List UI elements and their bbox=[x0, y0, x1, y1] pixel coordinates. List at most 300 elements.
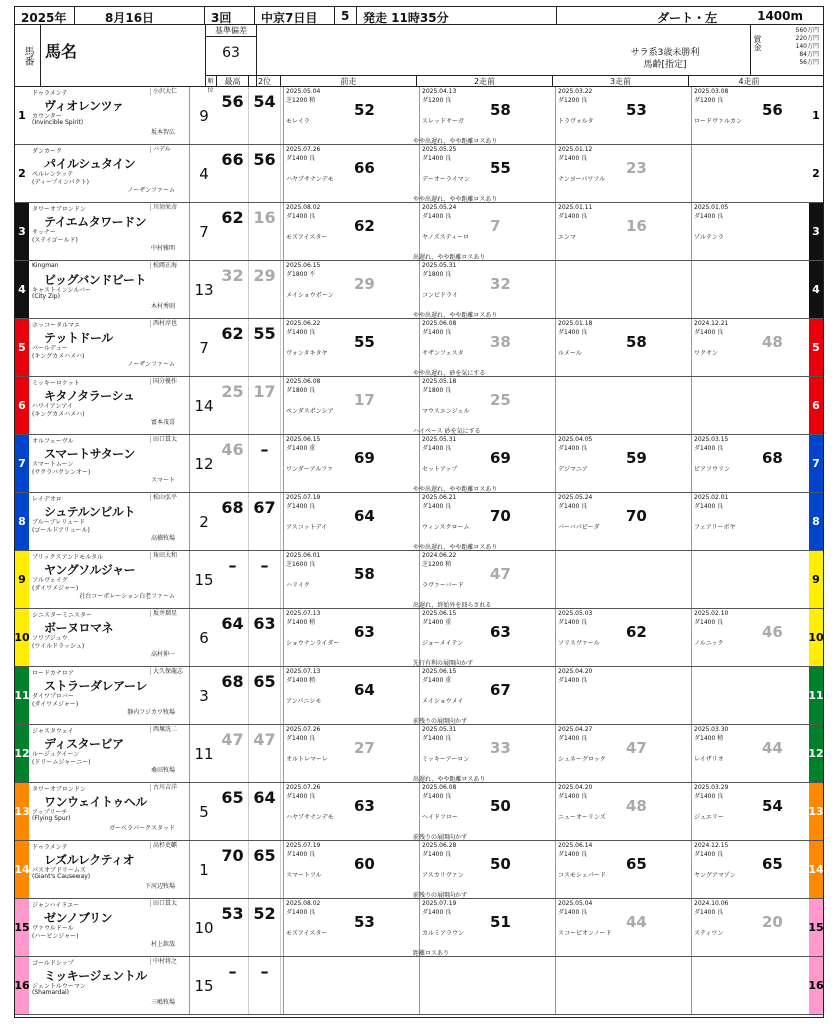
run-score: 69 bbox=[490, 449, 511, 467]
rank: 15 bbox=[194, 570, 214, 589]
gate-number: 8 bbox=[15, 493, 29, 550]
gate-number: 7 bbox=[15, 435, 29, 492]
run-date: 2025.05.18 bbox=[422, 378, 457, 385]
run-score: 33 bbox=[490, 739, 511, 757]
run-track: ダ1400 良 bbox=[422, 329, 452, 336]
best-score: 64 bbox=[221, 614, 244, 633]
sire: Kingman bbox=[32, 262, 59, 269]
run-score: 63 bbox=[354, 797, 375, 815]
run-date: 2025.06.15 bbox=[422, 610, 457, 617]
run-winner: スレッドサーガ bbox=[422, 118, 464, 125]
best-scores bbox=[217, 493, 281, 550]
race-no: 5 bbox=[335, 7, 357, 24]
run-score: 58 bbox=[626, 333, 647, 351]
best-scores bbox=[217, 261, 281, 318]
run-winner: ペンダスポンシア bbox=[286, 408, 334, 415]
horse-name[interactable]: キタノタラーシュ bbox=[44, 389, 135, 403]
run-winner: スティワン bbox=[694, 930, 724, 937]
horse-row bbox=[15, 261, 823, 319]
run-note: 前残りの展開向かず bbox=[413, 834, 468, 841]
run-date: 2025.08.02 bbox=[286, 204, 321, 211]
gate-number: 2 bbox=[15, 145, 29, 202]
run-winner: オルトレマーレ bbox=[286, 756, 328, 763]
horse-row bbox=[15, 145, 823, 203]
run-track: ダ1400 良 bbox=[694, 793, 724, 800]
previous-run bbox=[691, 87, 809, 144]
horse-row bbox=[15, 899, 823, 957]
rank: 1 bbox=[199, 860, 209, 879]
gate-number: 12 bbox=[809, 725, 823, 782]
run-track: ダ1400 良 bbox=[286, 329, 316, 336]
run-track: ダ1400 良 bbox=[558, 213, 588, 220]
damsire: (ドリームジャーニー) bbox=[32, 759, 91, 766]
gate-number: 4 bbox=[15, 261, 29, 318]
horse-info bbox=[30, 435, 190, 492]
run-score: 47 bbox=[490, 565, 511, 583]
damsire: (Invincible Spirit) bbox=[32, 119, 84, 126]
run-score: 25 bbox=[490, 391, 511, 409]
gate-number: 4 bbox=[809, 261, 823, 318]
damsire: (ゴールドアリュール) bbox=[32, 527, 90, 534]
run-winner: ゾルテンラ bbox=[694, 234, 724, 241]
run-track: ダ1400 良 bbox=[558, 503, 588, 510]
damsire: (ダイワメジャー) bbox=[32, 701, 79, 708]
dam: パールデュー bbox=[32, 345, 68, 352]
best-scores bbox=[217, 203, 281, 260]
run-track: 芝1600 良 bbox=[286, 561, 316, 568]
gate-number: 2 bbox=[809, 145, 823, 202]
horse-info bbox=[30, 609, 190, 666]
dam: ルージュクイーン bbox=[32, 751, 80, 758]
best-scores bbox=[217, 899, 281, 956]
horse-name[interactable]: ワンウェイトゥヘル bbox=[44, 795, 147, 809]
prize-box bbox=[750, 25, 823, 75]
run-date: 2025.04.20 bbox=[558, 784, 593, 791]
prize-4: 84万円 bbox=[799, 51, 819, 58]
horse-name[interactable]: シュテルンビルト bbox=[44, 505, 135, 519]
run-winner: メイショウメイ bbox=[422, 698, 464, 705]
run-date: 2024.06.22 bbox=[422, 552, 457, 559]
sire: ロードカナロア bbox=[32, 670, 74, 677]
second-score: 54 bbox=[253, 92, 276, 111]
horse-info bbox=[30, 551, 190, 608]
kai: 3回 bbox=[205, 7, 255, 24]
run-score: 27 bbox=[354, 739, 375, 757]
run-date: 2025.05.31 bbox=[422, 262, 457, 269]
prev3-label: 3走前 bbox=[553, 76, 689, 87]
sire: ジャンハイドエー bbox=[32, 902, 80, 909]
previous-run bbox=[691, 609, 809, 666]
run-note-bar bbox=[283, 194, 693, 202]
run-date: 2025.03.22 bbox=[558, 88, 593, 95]
horse-name[interactable]: ヤングソルジャー bbox=[44, 563, 136, 577]
best-scores bbox=[217, 841, 281, 898]
run-winner: トラヴォルタ bbox=[558, 118, 594, 125]
run-winner: ナンヨーパワフル bbox=[558, 176, 606, 183]
horse-name[interactable]: スマートサターン bbox=[44, 447, 135, 461]
run-winner: ヴォンタキタヤ bbox=[286, 350, 328, 357]
run-note: やや出遅れ、やや距離ロスあり bbox=[413, 138, 498, 145]
breeder: ノーザンファーム bbox=[127, 361, 175, 368]
horse-row bbox=[15, 551, 823, 609]
dam: ヴァウルドール bbox=[32, 925, 74, 932]
horse-name[interactable]: ミッキージェントル bbox=[44, 969, 147, 983]
run-track: ダ1400 良 bbox=[286, 155, 316, 162]
run-score: 64 bbox=[354, 507, 375, 525]
run-winner: エンマ bbox=[558, 234, 577, 241]
damsire: (ステイゴールド) bbox=[32, 237, 78, 244]
run-date: 2025.03.08 bbox=[694, 88, 729, 95]
best-score: 47 bbox=[221, 730, 244, 749]
sire: ドゥラメンテ bbox=[32, 844, 68, 851]
run-note: ハイペース 砂を気にする bbox=[413, 428, 481, 435]
horse-name[interactable]: パイルシュタイン bbox=[44, 157, 136, 171]
rank: 14 bbox=[194, 396, 214, 415]
gate-number: 3 bbox=[15, 203, 29, 260]
run-date: 2025.04.05 bbox=[558, 436, 593, 443]
run-winner: ソリスヴァール bbox=[558, 640, 600, 647]
run-date: 2024.12.21 bbox=[694, 320, 729, 327]
sire: ミッキーロケット bbox=[32, 380, 80, 387]
rank-label: 順位 bbox=[205, 76, 217, 87]
damsire: (City Zip) bbox=[32, 293, 60, 300]
horse-info bbox=[30, 261, 190, 318]
run-date: 2025.04.27 bbox=[558, 726, 593, 733]
run-note-bar bbox=[283, 368, 693, 376]
rank: 3 bbox=[199, 686, 209, 705]
run-winner: ウィンスクローム bbox=[422, 524, 470, 531]
run-winner: ヤングアマゾン bbox=[694, 872, 736, 879]
run-date: 2025.05.04 bbox=[286, 88, 321, 95]
damsire: (サクラバクシンオー) bbox=[32, 469, 91, 476]
run-winner: コスモシェパード bbox=[558, 872, 606, 879]
race-class: サラ系3歳未勝利 bbox=[630, 48, 700, 58]
horse-name[interactable]: テットドール bbox=[44, 331, 113, 345]
horse-info bbox=[30, 203, 190, 260]
run-note: 出遅れ、終始外を回らされる bbox=[413, 602, 492, 609]
jockey: 高杉吏麒 bbox=[150, 842, 190, 849]
damsire: (Giant's Causeway) bbox=[32, 873, 91, 880]
run-score: 64 bbox=[354, 681, 375, 699]
run-note: 前残りの展開向かず bbox=[413, 718, 468, 725]
run-date: 2025.06.28 bbox=[422, 842, 457, 849]
run-winner: ヘイドフロー bbox=[422, 814, 458, 821]
horse-info bbox=[30, 725, 190, 782]
run-score: 70 bbox=[490, 507, 511, 525]
dam: ソルヴェイグ bbox=[32, 577, 68, 584]
run-date: 2025.06.15 bbox=[286, 262, 321, 269]
horse-info bbox=[30, 667, 190, 724]
run-track: ダ1400 稍 bbox=[286, 619, 316, 626]
run-track: ダ1400 良 bbox=[422, 213, 452, 220]
run-winner: メイショウポーン bbox=[286, 292, 334, 299]
rank: 5 bbox=[199, 802, 209, 821]
previous-run bbox=[691, 203, 809, 260]
gate-number: 15 bbox=[809, 899, 823, 956]
run-score: 67 bbox=[490, 681, 511, 699]
run-date: 2025.03.30 bbox=[694, 726, 729, 733]
best-scores bbox=[217, 87, 281, 144]
sire: ホッコータルマエ bbox=[32, 322, 81, 329]
run-score: 63 bbox=[354, 623, 375, 641]
race-header bbox=[15, 7, 823, 25]
run-winner: ロードヴァルカン bbox=[694, 118, 742, 125]
run-score: 50 bbox=[490, 797, 511, 815]
run-note: 出遅れ、やや距離ロスあり bbox=[413, 776, 486, 783]
run-score: 17 bbox=[354, 391, 375, 409]
best-scores bbox=[217, 957, 281, 1014]
rank: 7 bbox=[199, 338, 209, 357]
run-winner: サザンフェスタ bbox=[422, 350, 464, 357]
rank: 11 bbox=[194, 744, 214, 763]
run-winner: ニューオーリンズ bbox=[558, 814, 606, 821]
post-time: 発走 11時35分 bbox=[357, 7, 557, 24]
best-score: 53 bbox=[221, 904, 244, 923]
run-winner: レイザリオ bbox=[694, 756, 724, 763]
jockey: 松岡正海 bbox=[150, 262, 190, 269]
horse-label: 馬名 bbox=[45, 42, 78, 61]
run-winner: バーバパピーダ bbox=[558, 524, 600, 531]
run-score: 66 bbox=[354, 159, 375, 177]
run-track: ダ1400 良 bbox=[286, 793, 316, 800]
sire: タワーオブロンドン bbox=[32, 206, 86, 213]
run-score: 16 bbox=[626, 217, 647, 235]
run-winner: ワンダーアルファ bbox=[286, 466, 334, 473]
best-score: 65 bbox=[221, 788, 244, 807]
run-score: 62 bbox=[354, 217, 375, 235]
second-score: – bbox=[260, 962, 269, 981]
run-score: 60 bbox=[354, 855, 375, 873]
rank: 15 bbox=[194, 976, 214, 995]
previous-run bbox=[691, 667, 809, 724]
jockey: 坂井瑠星 bbox=[150, 610, 190, 617]
damsire: (キングカメハメハ) bbox=[32, 353, 85, 360]
run-date: 2025.05.03 bbox=[558, 610, 593, 617]
run-score: 50 bbox=[490, 855, 511, 873]
run-winner: ハヤブサナンデモ bbox=[286, 814, 334, 821]
best-score: 70 bbox=[221, 846, 244, 865]
run-track: ダ1800 良 bbox=[286, 387, 316, 394]
damsire: (ハービンジャー) bbox=[32, 933, 79, 940]
run-score: 46 bbox=[762, 623, 783, 641]
distance: 1400m bbox=[757, 9, 803, 23]
run-date: 2025.05.24 bbox=[422, 204, 457, 211]
best-score: 62 bbox=[221, 208, 244, 227]
run-score: 20 bbox=[762, 913, 783, 931]
run-track: ダ1400 良 bbox=[694, 329, 724, 336]
jockey: 小沢大仁 bbox=[150, 88, 190, 95]
run-score: 58 bbox=[490, 101, 511, 119]
run-note-bar bbox=[283, 716, 693, 724]
previous-run bbox=[691, 493, 809, 550]
run-date: 2025.07.19 bbox=[286, 494, 321, 501]
horse-info bbox=[30, 319, 190, 376]
run-note: 先行有利の展開向かず bbox=[413, 660, 474, 667]
previous-run bbox=[691, 783, 809, 840]
run-track: ダ1400 良 bbox=[694, 619, 724, 626]
run-track: ダ1200 良 bbox=[558, 97, 588, 104]
run-score: 7 bbox=[490, 217, 501, 235]
gate-number: 10 bbox=[809, 609, 823, 666]
run-date: 2025.05.24 bbox=[558, 494, 593, 501]
second-score: 67 bbox=[253, 498, 276, 517]
run-note-bar bbox=[283, 600, 693, 608]
jockey: 角田大和 bbox=[150, 552, 190, 559]
run-note-bar bbox=[283, 948, 693, 956]
run-note-bar bbox=[283, 774, 693, 782]
run-winner: モレイラ bbox=[286, 118, 310, 125]
breeder: 木村秀則 bbox=[150, 303, 175, 310]
run-track: ダ1400 良 bbox=[558, 619, 588, 626]
best-score: 46 bbox=[221, 440, 244, 459]
run-track: ダ1800 不 bbox=[286, 271, 316, 278]
second-score: 65 bbox=[253, 672, 276, 691]
run-track: ダ1400 良 bbox=[558, 909, 588, 916]
run-score: 55 bbox=[490, 159, 511, 177]
run-track: ダ1400 良 bbox=[422, 155, 452, 162]
run-score: 69 bbox=[354, 449, 375, 467]
run-note: 前残りの展開向かず bbox=[413, 892, 468, 899]
horse-row bbox=[15, 783, 823, 841]
dam: ハワイアンアイ bbox=[32, 403, 73, 410]
horse-info bbox=[30, 493, 190, 550]
run-date: 2025.07.13 bbox=[286, 668, 321, 675]
run-score: 44 bbox=[762, 739, 783, 757]
breeder: 中村雅明 bbox=[150, 245, 175, 252]
run-track: ダ1400 良 bbox=[558, 735, 588, 742]
best-scores bbox=[217, 319, 281, 376]
jockey: 西塚洸二 bbox=[150, 726, 190, 733]
horse-name[interactable]: ボーヌロマネ bbox=[44, 621, 114, 635]
run-winner: アスカリヴァン bbox=[422, 872, 464, 879]
run-track: ダ1400 良 bbox=[558, 677, 588, 684]
run-date: 2025.04.13 bbox=[422, 88, 457, 95]
rank: 4 bbox=[199, 164, 209, 183]
gate-number: 12 bbox=[15, 725, 29, 782]
uma-label: 馬番 bbox=[15, 25, 41, 87]
gate-number: 11 bbox=[15, 667, 29, 724]
dam: カウンター bbox=[32, 113, 62, 120]
gate-number: 3 bbox=[809, 203, 823, 260]
second-score: – bbox=[260, 556, 269, 575]
horse-row bbox=[15, 725, 823, 783]
run-track: ダ1400 良 bbox=[694, 503, 724, 510]
run-date: 2025.06.01 bbox=[286, 552, 321, 559]
horse-row bbox=[15, 609, 823, 667]
horse-name[interactable]: ヴィオレンツァ bbox=[44, 99, 124, 113]
run-track: ダ1400 良 bbox=[286, 735, 316, 742]
best-scores bbox=[217, 377, 281, 434]
run-date: 2024.10.06 bbox=[694, 900, 729, 907]
jockey: バデル bbox=[150, 146, 190, 153]
gate-number: 11 bbox=[809, 667, 823, 724]
run-score: 53 bbox=[354, 913, 375, 931]
horse-name[interactable]: ビッグバンドビート bbox=[44, 273, 146, 287]
best-score: 62 bbox=[221, 324, 244, 343]
prize-5: 56万円 bbox=[799, 59, 819, 66]
run-winner: デーオーライマン bbox=[422, 176, 470, 183]
horse-name[interactable]: ディスタービア bbox=[44, 737, 124, 751]
horse-info bbox=[30, 377, 190, 434]
second-score: – bbox=[260, 440, 269, 459]
horse-info bbox=[30, 899, 190, 956]
breeder: ノーザンファーム bbox=[127, 187, 175, 194]
rank: 7 bbox=[199, 222, 209, 241]
run-track: ダ1400 良 bbox=[558, 793, 588, 800]
run-date: 2025.01.18 bbox=[558, 320, 593, 327]
horse-row bbox=[15, 377, 823, 435]
jockey: 古川吉洋 bbox=[150, 784, 190, 791]
rank: 2 bbox=[199, 512, 209, 531]
previous-run bbox=[691, 377, 809, 434]
gate-number: 13 bbox=[809, 783, 823, 840]
run-track: ダ1400 良 bbox=[422, 735, 452, 742]
run-track: ダ1400 良 bbox=[694, 909, 724, 916]
sire: レイデオロ bbox=[32, 496, 62, 503]
previous-run bbox=[691, 435, 809, 492]
gate-number: 6 bbox=[15, 377, 29, 434]
horse-name[interactable]: ストラーダレアーレ bbox=[44, 679, 147, 693]
run-date: 2025.07.13 bbox=[286, 610, 321, 617]
run-note-bar bbox=[283, 542, 693, 550]
jockey: 川須栄彦 bbox=[150, 204, 190, 211]
rank: 13 bbox=[194, 280, 214, 299]
horse-name[interactable]: テイエムタワードン bbox=[44, 215, 147, 229]
breeder: 桑田牧場 bbox=[150, 767, 175, 774]
run-date: 2025.05.31 bbox=[422, 436, 457, 443]
horse-row bbox=[15, 203, 823, 261]
previous-run bbox=[691, 319, 809, 376]
damsire: (ダイワメジャー) bbox=[32, 585, 79, 592]
best-scores bbox=[217, 145, 281, 202]
second-score: 52 bbox=[253, 904, 276, 923]
second-score: 55 bbox=[253, 324, 276, 343]
best-label: 最高 bbox=[217, 76, 249, 87]
horse-name[interactable]: レズルレクティオ bbox=[44, 853, 135, 867]
run-winner: ジョーメイテン bbox=[422, 640, 464, 647]
run-track: ダ1400 良 bbox=[558, 445, 588, 452]
run-track: ダ1400 良 bbox=[422, 793, 452, 800]
gate-number: 15 bbox=[15, 899, 29, 956]
run-track: ダ1400 良 bbox=[286, 213, 316, 220]
horse-row bbox=[15, 319, 823, 377]
standard-value: 63 bbox=[222, 45, 240, 61]
run-date: 2025.06.08 bbox=[422, 320, 457, 327]
run-score: 51 bbox=[490, 913, 511, 931]
run-winner: モズアイスター bbox=[286, 234, 328, 241]
run-date: 2025.06.15 bbox=[422, 668, 457, 675]
gate-number: 14 bbox=[809, 841, 823, 898]
horse-name[interactable]: ゼンノブリン bbox=[44, 911, 113, 925]
run-date: 2025.01.05 bbox=[694, 204, 729, 211]
breeder: 村上欽哉 bbox=[150, 941, 175, 948]
best-scores bbox=[217, 783, 281, 840]
horse-row bbox=[15, 435, 823, 493]
run-track: ダ1400 稍 bbox=[694, 735, 724, 742]
dam: ソワブジュウ bbox=[32, 635, 68, 642]
breeder: スマート bbox=[151, 477, 175, 484]
best-scores bbox=[217, 667, 281, 724]
run-note: 出遅れ、やや距離ロスあり bbox=[413, 254, 486, 261]
run-date: 2025.05.25 bbox=[422, 146, 457, 153]
run-note-bar bbox=[283, 890, 693, 898]
sire: シニスターミニスター bbox=[32, 612, 93, 619]
run-winner: マウスエンジェル bbox=[422, 408, 470, 415]
horse-info bbox=[30, 87, 190, 144]
best-score: 25 bbox=[221, 382, 244, 401]
breeder: 下河辺牧場 bbox=[144, 883, 175, 890]
run-date: 2025.01.11 bbox=[558, 204, 593, 211]
